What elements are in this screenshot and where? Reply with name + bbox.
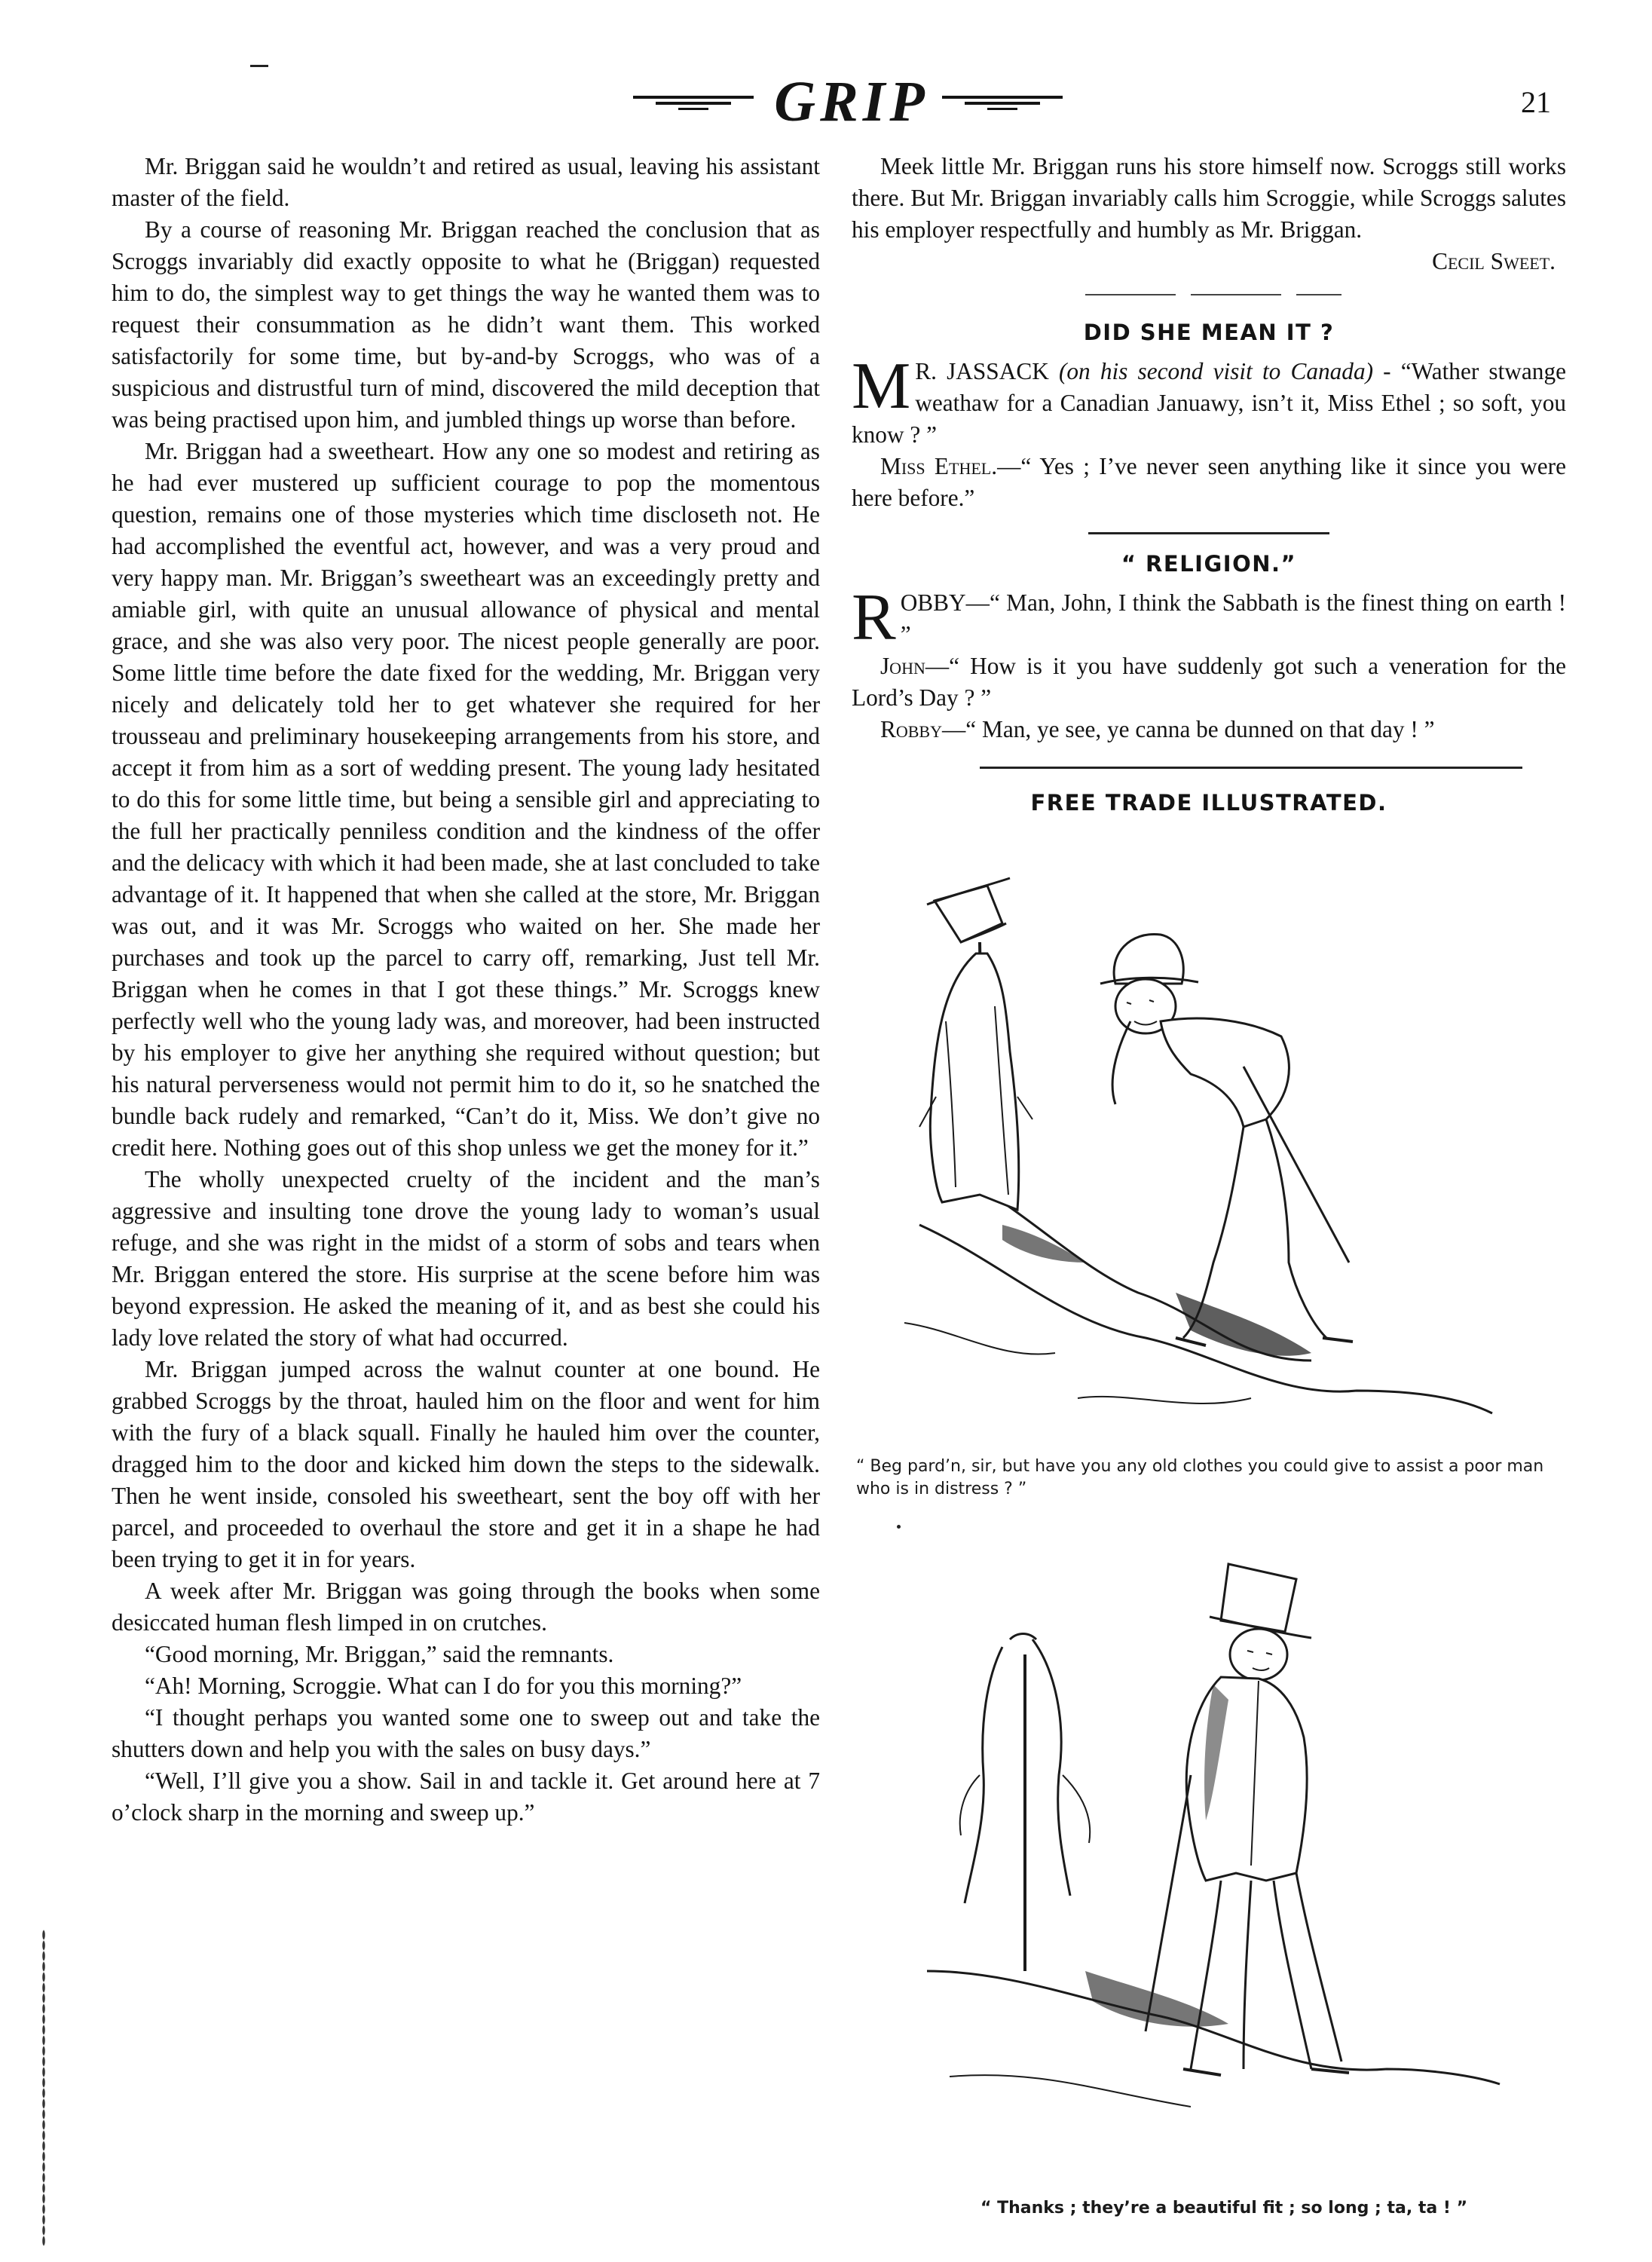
dialogue-jassack: M R. JASSACK (on his second visit to Canada) - “Wather stwange weathaw for a Canadian Januawy, isn’t it, Miss Ethel ; so soft, you know ? ” bbox=[852, 350, 1566, 448]
section-rule-long bbox=[980, 767, 1522, 769]
page-mark bbox=[250, 65, 268, 67]
masthead bbox=[0, 69, 1652, 137]
right-column bbox=[852, 151, 1566, 826]
masthead-right-rule bbox=[942, 96, 1063, 115]
paragraph: The wholly unexpected cruelty of the incident and the man’s aggressive and insulting tone drove the young lady to woman’s usual refuge, and she was right in the midst of a storm of sobs and tears when Mr. Briggan entered the store. His surprise at the scene before him was beyond expression. He asked the meaning of it, and as best she could his lady love related the story of what had occurred. bbox=[112, 1166, 820, 1351]
scan-gutter-marks bbox=[42, 1930, 45, 2246]
paragraph: Mr. Briggan had a sweetheart. How any one so modest and retiring as he had ever mustered up sufficient courage to pop the momentous question, remains one of those mysteries which time discloseth not. He had accomplished the eventful act, however, and was a very proud and very happy man. Mr. Briggan’s sweetheart was an exceedingly pretty and amiable girl, with quite an unusual allowance of physical and mental grace, and she was also very poor. The nicest people generally are poor. Some little time before the date fixed for the wedding, Mr. Briggan very nicely and delicately told her to get whatever she required for her trousseau and preliminary housekeeping arrangements from his store, and accept it from him as a sort of wedding present. The young lady hesitated to do this for some little time, but being a sensible girl and appreciating to the full her practically penniless condition and the kindness of the offer and the delicacy with which it had been made, she at last concluded to take advantage of it. It happened that when she called at the store, Mr. Briggan was out, and it was Mr. Scroggs who waited on her. She made her purchases and took up the parcel to carry off, remarking, Just tell Mr. Briggan when he comes in that I got these things.” Mr. Scroggs knew perfectly well who the young lady was, and moreover, had been instructed by his employer to give her anything she required without question; but his natural perverseness would not permit him to do it, so he snatched the bundle back rudely and remarked, “Can’t do it, Miss. We don’t give no credit here. Nothing goes out of this shop unless we get the money for it.” bbox=[112, 438, 820, 1161]
paragraph: A week after Mr. Briggan was going through the books when some desiccated human flesh limped in on crutches. bbox=[112, 1578, 820, 1636]
heading-did-she-mean-it: DID SHE MEAN IT ? bbox=[1083, 320, 1335, 345]
print-speck bbox=[897, 1525, 901, 1529]
author-signature: Cecil Sweet. bbox=[1432, 248, 1556, 274]
section-rule bbox=[1088, 532, 1329, 534]
paragraph: Mr. Briggan said he wouldn’t and retired as usual, leaving his assistant master of the field. bbox=[112, 153, 820, 211]
dialogue-john: John—“ How is it you have suddenly got such a veneration for the Lord’s Day ? ” bbox=[852, 653, 1566, 711]
dialogue-robby-reply: Robby—“ Man, ye see, ye canna be dunned on that day ! ” bbox=[880, 716, 1435, 742]
cartoon-caption-1: “ Beg pard’n, sir, but have you any old clothes you could give to assist a poor man who is in distress ? ” bbox=[856, 1457, 1544, 1498]
story-conclusion: Meek little Mr. Briggan runs his store himself now. Scroggs still works there. But Mr. Briggan invariably calls him Scroggie, while Scroggs salutes his employer respectfully and humbly as Mr. Briggan. bbox=[852, 153, 1566, 243]
paragraph: “Well, I’ll give you a show. Sail in and tackle it. Get around here at 7 o’clock sharp in the morning and sweep up.” bbox=[112, 1768, 820, 1826]
cartoon-caption-2: “ Thanks ; they’re a beautiful fit ; so long ; ta, ta ! ” bbox=[980, 2199, 1468, 2218]
dialogue-robby: ROBBY—“ Man, John, I think the Sabbath is the finest thing on earth ! ” bbox=[852, 581, 1566, 654]
cartoon-illustration-scarecrow-and-tramp bbox=[889, 871, 1507, 1451]
paragraph: “I thought perhaps you wanted some one to sweep out and take the shutters down and help you with the sales on busy days.” bbox=[112, 1704, 820, 1762]
masthead-left-rule bbox=[633, 96, 754, 115]
paragraph: By a course of reasoning Mr. Briggan reached the conclusion that as Scroggs invariably did exactly opposite to what he (Briggan) requested him to do, the simplest way to get things the way he wanted them was to request their consummation as he didn’t want them. This worked satisfactorily for some time, but by-and-by Scroggs, who was of a suspicious and distrustful turn of mind, discovered the mild deception that was being practised upon him, and jumbled things up worse than before. bbox=[112, 216, 820, 433]
drop-cap: M bbox=[852, 350, 911, 423]
dialogue-ethel: Miss Ethel.—“ Yes ; I’ve never seen anything like it since you were here before.” bbox=[852, 453, 1566, 511]
masthead-title: GRIP bbox=[774, 70, 929, 133]
heading-religion: “ RELIGION.” bbox=[1121, 551, 1297, 577]
page-number: 21 bbox=[1521, 85, 1551, 119]
cartoon-illustration-tramp-in-new-clothes bbox=[904, 1549, 1507, 2137]
paragraph: “Good morning, Mr. Briggan,” said the remnants. bbox=[145, 1641, 614, 1667]
paragraph: “Ah! Morning, Scroggie. What can I do for you this morning?” bbox=[145, 1673, 742, 1699]
heading-free-trade-illustrated: FREE TRADE ILLUSTRATED. bbox=[1030, 790, 1387, 816]
drop-cap: R bbox=[852, 581, 896, 654]
section-divider bbox=[852, 277, 1566, 311]
paragraph: Mr. Briggan jumped across the walnut counter at one bound. He grabbed Scroggs by the throat, hauled him on the floor and went for him with the fury of a black squall. Finally he hauled him over the counter, dragged him to the door and kicked him down the steps to the sidewalk. Then he went inside, consoled his sweetheart, sent the boy off with her parcel, and proceeded to overhaul the store and get it in a shape he had been trying to get it in for years. bbox=[112, 1356, 820, 1572]
left-column bbox=[112, 151, 820, 1829]
